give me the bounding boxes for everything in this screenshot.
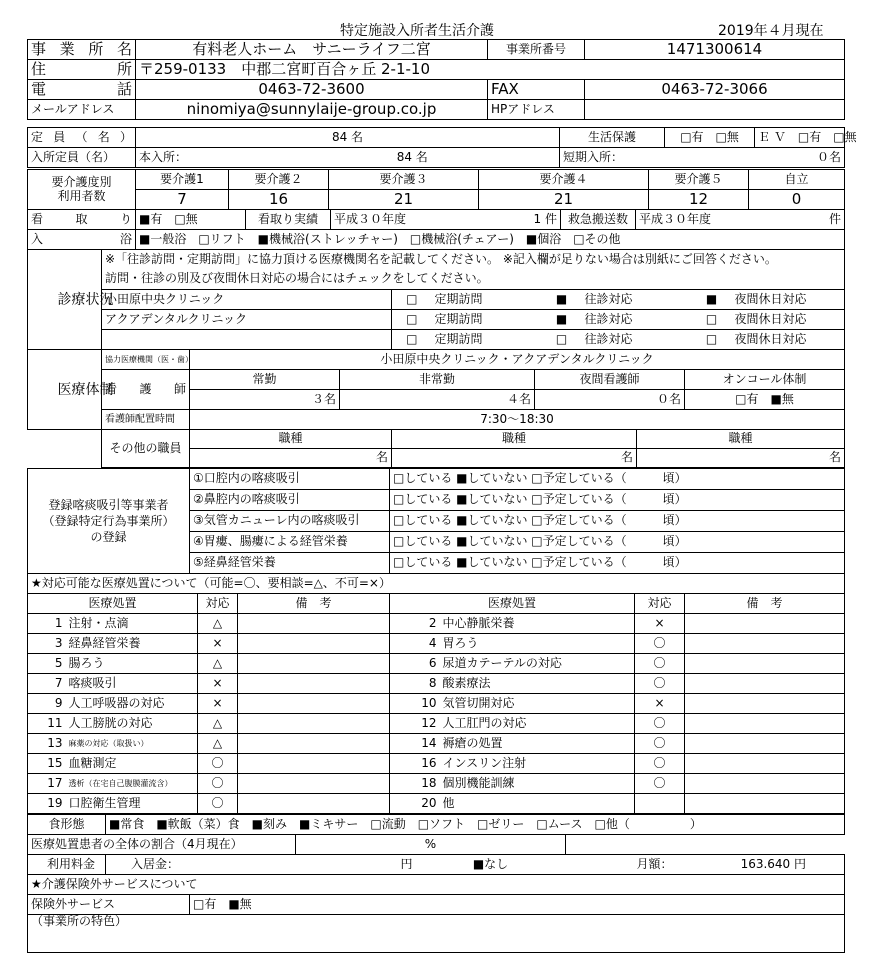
treatment-no: 8 [390,674,440,694]
nurse-header: 夜間看護師 [535,370,685,390]
nurse-time: 7:30～18:30 [190,410,845,430]
suction-item: ④胃瘻、腸瘻による経管栄養 [190,532,390,553]
medical-table [27,349,845,430]
treatment-name: 腸ろう [66,654,198,674]
treatment-note [685,794,845,814]
treatment-header-note: 備 考 [238,594,390,614]
care-level-header: 要介護３ [329,170,479,190]
medical-label [28,350,114,430]
rescue-count: 件 [731,210,845,230]
extra-table [27,874,845,953]
ratio-blank [566,835,845,855]
treatment-header-resp: 対応 [198,594,238,614]
treatment-note [238,714,390,734]
treatment-no: 12 [390,714,440,734]
treatment-no: 1 [28,614,66,634]
clinic-check: ■ [542,290,582,310]
hp [585,100,845,120]
admission-short-value: ０名 [665,148,845,168]
treatment-row [28,774,845,794]
treatment-note [685,754,845,774]
feature-label: （事業所の特色） [31,914,128,928]
treatment-resp: 〇 [198,774,238,794]
care-level-table [27,169,845,210]
ev-opts [755,128,857,148]
clinic-check: □ [542,330,582,350]
treatment-note [685,634,845,654]
care-level-value: 0 [749,190,845,210]
treatment-name: 口腔衛生管理 [66,794,198,814]
clinic-type: 夜間休日対応 [732,330,845,350]
clinic-check: ■ [542,310,582,330]
treatment-name: 個別機能訓練 [440,774,635,794]
meal-opts: ■常食 ■軟飯（菜）食 ■刻み ■ミキサー □流動 □ソフト □ゼリー □ムース □他（ ） [106,815,845,835]
suction-status: □している ■していない □予定している（ 頃） [390,469,845,490]
treatment-no: 19 [28,794,66,814]
staff-unit: 名 [190,449,392,468]
treatment-name: 人工肛門の対応 [440,714,635,734]
suction-status: □している ■していない □予定している（ 頃） [390,511,845,532]
treatment-name: 胃ろう [440,634,635,654]
fax-label: FAX [488,80,585,100]
staff-unit: 名 [637,449,845,468]
treatment-no: 4 [390,634,440,654]
bath-opts: ■一般浴 □リフト ■機械浴(ストレッチャー) □機械浴(チェアー) ■個浴 □その他 [136,230,845,250]
rescue-year: 平成３０年度 [636,210,731,230]
treatment-no: 3 [28,634,66,654]
nurse-value: ０名 [535,390,685,410]
staff-header: 職種 [392,430,637,449]
basic-info-table [27,39,845,120]
staff-unit: 名 [392,449,637,468]
treatment-table [27,573,845,814]
tel: 0463-72-3600 [136,80,488,100]
treatment-note [238,734,390,754]
clinic-table [27,249,845,350]
meal-table [27,814,845,875]
feature-box [28,915,845,953]
treatment-note [238,694,390,714]
fax: 0463-72-3066 [585,80,845,100]
office-no-label: 事業所番号 [488,40,585,60]
treatment-resp: △ [198,614,238,634]
care-level-header: 要介護1 [136,170,229,190]
care-level-value: 21 [479,190,649,210]
clinic-check: □ [392,330,432,350]
treatment-resp: 〇 [198,794,238,814]
treatment-name: 血糖測定 [66,754,198,774]
staff-table [101,429,845,468]
clinic-label-text: 診療状況 [57,291,114,308]
treatment-header-name: 医療処置 [390,594,635,614]
clinic-note-1: ※「往診訪問・定期訪問」に協力頂ける医療機関名を記載してください。 ※記入欄が足りない場合は別紙にご回答ください。 [102,250,845,270]
treatment-resp: 〇 [635,654,685,674]
bath-label: 入浴 [28,230,136,250]
ev-label: Ｅ Ｖ [758,129,786,144]
treatment-no: 14 [390,734,440,754]
capacity-value: 84 名 [136,128,560,148]
fee-monthly-label: 月額： [566,855,676,875]
treatment-row [28,754,845,774]
care-level-value: 7 [136,190,229,210]
treatment-resp: × [635,614,685,634]
treatment-note [238,774,390,794]
nurse-label: 看護師 [102,370,190,410]
clinic-check: ■ [692,290,732,310]
clinic-check: □ [692,310,732,330]
suction-label: 登録喀痰吸引等事業者 （登録特定行為事業所） の登録 [28,469,190,574]
treatment-resp: 〇 [635,754,685,774]
treatment-note [238,634,390,654]
extra-label: 保険外サービス [28,895,190,915]
treatment-header-note: 備 考 [685,594,845,614]
mitori-opts: ■有 □無 [136,210,246,230]
clinic-row [28,290,845,310]
treatment-row [28,734,845,754]
treatment-name: 気管切開対応 [440,694,635,714]
treatment-note [685,734,845,754]
treatment-row [28,634,845,654]
suction-item: ②鼻腔内の喀痰吸引 [190,490,390,511]
nurse-header: 非常勤 [340,370,535,390]
treatment-name: 人工呼吸器の対応 [66,694,198,714]
care-level-label: 要介護度別 利用者数 [28,170,136,210]
clinic-type: 定期訪問 [432,290,542,310]
treatment-name: 人工膀胱の対応 [66,714,198,734]
staff-header: 職種 [190,430,392,449]
treatment-resp: 〇 [635,634,685,654]
treatment-note [685,654,845,674]
mitori-count: 1 件 [431,210,561,230]
treatment-no: 11 [28,714,66,734]
treatment-resp: × [198,674,238,694]
capacity-table [27,127,857,168]
clinic-type: 往診対応 [582,330,692,350]
treatment-note [238,654,390,674]
mail-label: メールアドレス [28,100,136,120]
clinic-label [28,250,114,350]
staff-label: その他の職員 [102,430,190,468]
treatment-resp: 〇 [635,674,685,694]
treatment-no: 15 [28,754,66,774]
mitori-record-label: 看取り実績 [246,210,331,230]
treatment-no: 20 [390,794,440,814]
clinic-name [102,330,392,350]
clinic-note-2: 訪問・往診の別及び夜間休日対応の場合にはチェックをしてください。 [102,270,845,290]
treatment-no: 13 [28,734,66,754]
coop-value: 小田原中央クリニック・アクアデンタルクリニック [190,350,845,370]
mitori-table [27,209,845,250]
mitori-year: 平成３０年度 [331,210,431,230]
nurse-time-label: 看護師配置時間 [102,410,190,430]
meal-label: 食形態 [28,815,106,835]
mail: ninomiya@sunnylaije-group.co.jp [136,100,488,120]
suction-item: ①口腔内の喀痰吸引 [190,469,390,490]
clinic-row [28,330,845,350]
treatment-resp [635,794,685,814]
care-level-value: 12 [649,190,749,210]
treatment-row [28,614,845,634]
treatment-row [28,674,845,694]
treatment-no: 18 [390,774,440,794]
clinic-check: □ [692,330,732,350]
treatment-header-resp: 対応 [635,594,685,614]
fee-entry-label: 入居金： [106,855,296,875]
treatment-name: 中心静脈栄養 [440,614,635,634]
care-level-header: 要介護５ [649,170,749,190]
admission-main-value: 84 名 [266,148,560,168]
facility-name: 有料老人ホーム サニーライフ二宮 [136,40,488,60]
coop-label: 協力医療機関（医・歯） [102,350,190,370]
treatment-note [685,774,845,794]
welfare-opts: □有 □無 [665,128,755,148]
suction-status: □している ■していない □予定している（ 頃） [390,490,845,511]
treatment-resp: 〇 [198,754,238,774]
treatment-no: 9 [28,694,66,714]
clinic-type: 定期訪問 [432,310,542,330]
clinic-type: 定期訪問 [432,330,542,350]
extra-opts: □有 ■無 [190,895,845,915]
treatment-note [685,714,845,734]
medical-label-text: 医療体制 [57,381,114,398]
clinic-type: 夜間休日対応 [732,290,845,310]
ratio-label: 医療処置患者の全体の割合（4月現在） [28,835,296,855]
treatment-title: ★対応可能な医療処置について（可能=〇、要相談=△、不可=×） [28,574,845,594]
treatment-name: 酸素療法 [440,674,635,694]
capacity-label: 定員（名） [28,128,136,148]
name-label: 事業所名 [28,40,136,60]
treatment-resp: 〇 [635,714,685,734]
treatment-resp: × [198,694,238,714]
clinic-name: アクアデンタルクリニック [102,310,392,330]
treatment-note [238,674,390,694]
treatment-note [238,614,390,634]
treatment-name: 喀痰吸引 [66,674,198,694]
clinic-row [28,310,845,330]
address-label: 住所 [28,60,136,80]
treatment-resp: △ [198,654,238,674]
clinic-type: 夜間休日対応 [732,310,845,330]
treatment-name: 他 [440,794,635,814]
clinic-check: □ [392,310,432,330]
treatment-resp: × [635,694,685,714]
care-level-value: 21 [329,190,479,210]
treatment-note [685,614,845,634]
clinic-name: 小田原中央クリニック [102,290,392,310]
treatment-row [28,654,845,674]
suction-item: ⑤経鼻経管栄養 [190,553,390,574]
treatment-no: 2 [390,614,440,634]
treatment-no: 16 [390,754,440,774]
treatment-name: インスリン注射 [440,754,635,774]
treatment-resp: △ [198,714,238,734]
tel-label: 電話 [28,80,136,100]
nurse-value: □有 ■無 [685,390,845,410]
nurse-header: 常勤 [190,370,340,390]
suction-table [27,468,845,574]
treatment-note [238,794,390,814]
clinic-check: □ [392,290,432,310]
treatment-header-name: 医療処置 [28,594,198,614]
treatment-name: 経鼻経管栄養 [66,634,198,654]
fee-monthly: 163.640 円 [676,855,845,875]
nurse-value: ４名 [340,390,535,410]
care-level-value: 16 [229,190,329,210]
treatment-resp: 〇 [635,734,685,754]
treatment-name: 注射・点滴 [66,614,198,634]
rescue-label: 救急搬送数 [561,210,636,230]
treatment-no: 10 [390,694,440,714]
treatment-note [238,754,390,774]
treatment-note [685,694,845,714]
treatment-resp: 〇 [635,774,685,794]
care-level-header: 要介護４ [479,170,649,190]
mitori-label: 看取り [28,210,136,230]
treatment-name: 麻薬の対応（取扱い） [66,734,198,754]
treatment-row [28,714,845,734]
admission-main-label: 本入所： [136,148,266,168]
clinic-type: 往診対応 [582,290,692,310]
hp-label: HPアドレス [488,100,585,120]
treatment-no: 5 [28,654,66,674]
ev-options: □有 □無 [797,129,857,144]
treatment-note [685,674,845,694]
admission-short-label: 短期入所： [560,148,665,168]
treatment-no: 6 [390,654,440,674]
treatment-resp: △ [198,734,238,754]
care-level-header: 要介護２ [229,170,329,190]
treatment-name: 尿道カテーテルの対応 [440,654,635,674]
ratio-value: % [296,835,566,855]
nurse-header: オンコール体制 [685,370,845,390]
fee-label: 利用料金 [28,855,106,875]
staff-header: 職種 [637,430,845,449]
extra-title: ★介護保険外サービスについて [28,875,845,895]
suction-status: □している ■していない □予定している（ 頃） [390,553,845,574]
document-title: 特定施設入所者生活介護 [340,23,494,39]
fee-none: ■なし [416,855,566,875]
treatment-name: 褥瘡の処置 [440,734,635,754]
welfare-label: 生活保護 [560,128,665,148]
treatment-no: 17 [28,774,66,794]
clinic-type: 往診対応 [582,310,692,330]
nurse-value: ３名 [190,390,340,410]
treatment-name: 透析（在宅自己腹膜灌流含） [66,774,198,794]
address: 〒259-0133 中郡二宮町百合ヶ丘 2-1-10 [136,60,845,80]
fee-entry-unit: 円 [296,855,416,875]
suction-item: ③気管カニューレ内の喀痰吸引 [190,511,390,532]
admission-label: 入所定員（名） [28,148,136,168]
treatment-resp: × [198,634,238,654]
treatment-row [28,694,845,714]
care-level-header: 自立 [749,170,845,190]
document-date: 2019年４月現在 [718,23,824,39]
treatment-no: 7 [28,674,66,694]
treatment-rows [28,614,845,814]
office-no: 1471300614 [585,40,845,60]
suction-status: □している ■していない □予定している（ 頃） [390,532,845,553]
treatment-row [28,794,845,814]
